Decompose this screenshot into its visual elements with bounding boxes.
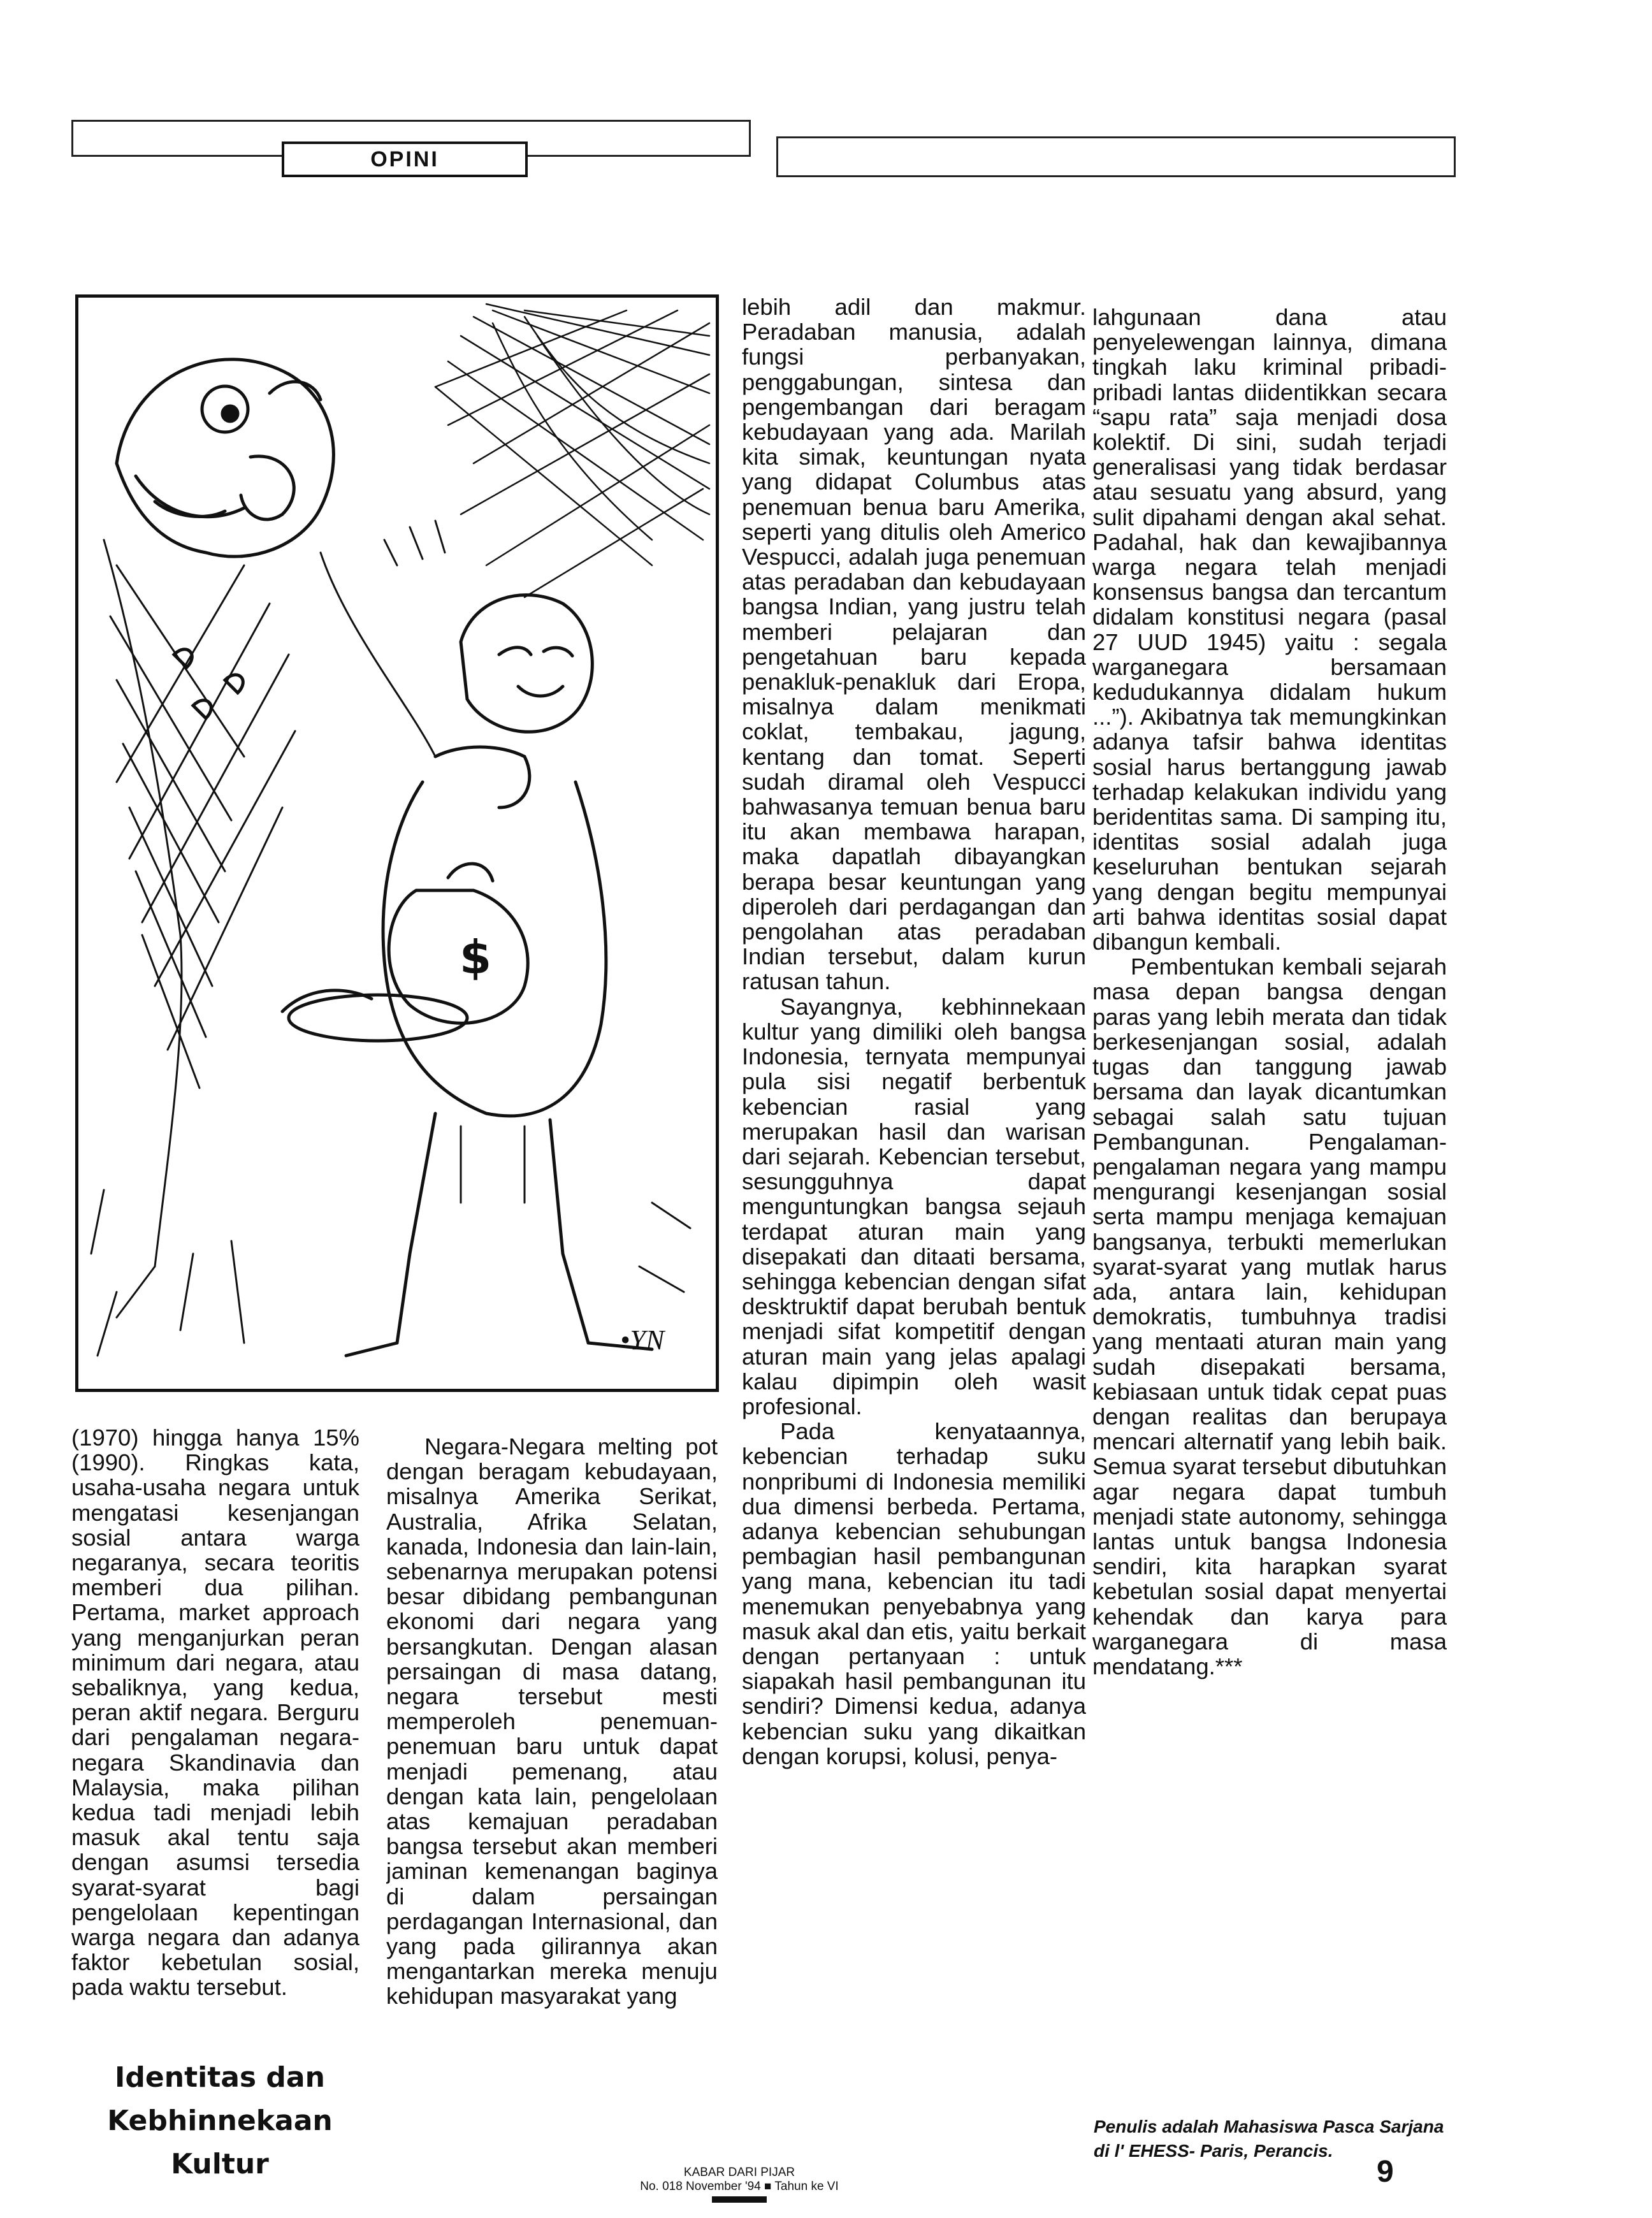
issue-info: No. 018 November '94 ■ Tahun ke VI xyxy=(640,2180,839,2193)
big-head xyxy=(117,359,333,556)
column-3 xyxy=(742,294,1086,2130)
paragraph: lebih adil dan makmur. Peradaban manusia, adalah fungsi perbanyakan, penggabungan, sintesa dan pengembangan dari beragam kebudayaan yang ada. Marilah kita simak, keuntungan nyata yang didapat Columbus atas penemuan benua baru Amerika, seperti yang ditulis oleh Americo Vespucci, adalah juga penemuan atas peradaban dan kebudayaan bangsa Indian, yang justru telah memberi pelajaran dan pengetahuan baru kepada penakluk-penakluk dari Eropa, misalnya dalam menikmati coklat, tembakau, jagung, kentang dan tomat. Seperti sudah diramal oleh Vespucci bahwasanya temuan benua baru itu akan membawa harapan, maka dapatlah dibayangkan berapa besar keuntungan yang diperoleh dari perdagangan dan pengolahan atas peradaban Indian tersebut, dalam kurun ratusan tahun. xyxy=(742,294,1086,995)
crosshatch-shading xyxy=(435,304,709,597)
column-2 xyxy=(386,1434,718,2122)
page-number: 9 xyxy=(1377,2155,1394,2189)
column-4 xyxy=(1092,305,1447,2089)
author-note: Penulis adalah Mahasiswa Pasca Sarjana di l' EHESS- Paris, Perancis. xyxy=(1094,2117,1444,2161)
paragraph: Pembentukan kembali sejarah masa depan bangsa dengan paras yang lebih merata dan tidak berkesenjangan sosial, adalah tugas dan tanggung jawab bersama dan layak dicantumkan sebagai salah satu tujuan Pembangunan. Pengalaman-pengalaman negara yang mampu mengurangi kesenjangan sosial serta mampu menjaga kemajuan bangsanya, terbukti memerlukan syarat-syarat yang mutlak harus ada, antara lain, kehidupan demokratis, tumbuhnya tradisi yang mentaati aturan main yang sudah disepakati bersama, kebiasaan untuk tidak cepat puas dengan realitas dan berupaya mencari alternatif yang lebih baik. Semua syarat tersebut dibutuhkan agar negara dapat tumbuh menjadi state autonomy, sehingga lantas untuk bangsa Indonesia sendiri, kita harapkan syarat kebetulan sosial dapat menyertai kehendak dan karya para warganegara di masa mendatang.*** xyxy=(1092,953,1447,1679)
paragraph: Negara-Negara melting pot dengan beragam kebudayaan, misalnya Amerika Serikat, Australia, Afrika Selatan, kanada, Indonesia dan lain-lain, sebenarnya merupakan potensi besar dibidang pembangunan ekonomi dari negara yang bersangkutan. Dengan alasan persaingan di masa datang, negara tersebut mesti memperoleh penemuan-penemuan baru untuk dapat menjadi pemenang, atau dengan kata lain, pengelolaan atas kemajuan peradaban bangsa tersebut akan memberi jaminan kemenangan baginya di dalam persaingan perdagangan Internasional, dan yang pada gilirannya akan mengantarkan mereka menuju kehidupan masyarakat yang xyxy=(386,1434,718,2010)
footer-bar xyxy=(712,2196,767,2203)
column-1 xyxy=(71,1425,359,2062)
page-footer xyxy=(599,2166,880,2203)
svg-text:$: $ xyxy=(460,931,492,984)
section-label: OPINI xyxy=(282,141,528,177)
money-bag xyxy=(389,864,528,1023)
editorial-cartoon xyxy=(75,294,719,1392)
big-figure-body xyxy=(104,540,435,1343)
magazine-name: KABAR DARI PIJAR xyxy=(683,2166,795,2179)
paragraph: lahgunaan dana atau penyelewengan lainnya, dimana tingkah laku kriminal pribadi-pribadi lantas diidentikkan secara “sapu rata” saja menjadi dosa kolektif. Di sini, sudah terjadi generalisasi yang tidak berdasar atau sesuatu yang absurd, yang sulit dipahami dengan akal sehat. Padahal, hak dan kewajibannya warga negara telah menjadi konsensus bangsa dan tercantum didalam konstitusi negara (pasal 27 UUD 1945) yaitu : segala warganegara bersamaan kedudukannya didalam hukum ...”). Akibatnya tak memungkinkan adanya tafsir bahwa identitas sosial harus bertanggung jawab terhadap kelakukan individu yang beridentitas sama. Di samping itu, identitas sosial adalah juga keseluruhan bentukan sejarah yang dengan begitu mempunyai arti bahwa identitas sosial dapat dibangun kembali. xyxy=(1092,305,1447,955)
section-subheading: Identitas dan Kebhinnekaan Kultur xyxy=(107,2061,333,2180)
small-figure-body xyxy=(383,782,606,1116)
cartoon-signature: •YN xyxy=(620,1324,665,1356)
paragraph: (1970) hingga hanya 15% (1990). Ringkas kata, usaha-usaha negara untuk mengatasi kesenjangan sosial antara warga negaranya, secara teoritis memberi dua pilihan. Pertama, market approach yang menganjurkan peran minimum dari negara, atau sebaliknya, yang kedua, peran aktif negara. Berguru dari pengalaman negara-negara Skandinavia dan Malaysia, maka pilihan kedua tadi menjadi lebih masuk akal tentu saja dengan asumsi tersedia syarat-syarat bagi pengelolaan kepentingan warga negara dan adanya faktor kebetulan sosial, pada waktu tersebut. xyxy=(71,1425,359,2001)
small-head xyxy=(461,595,592,732)
cartoon-drawing xyxy=(78,298,716,1389)
header-rule-right xyxy=(776,136,1456,177)
paragraph: Pada kenyataannya, kebencian terhadap suku nonpribumi di Indonesia memiliki dua dimensi berbeda. Pertama, adanya kebencian sehubungan pembagian hasil pembangunan yang mana, kebencian itu tadi menemukan penyebabnya yang masuk akal dan etis, yaitu berkait dengan pertanyaan : untuk siapakah hasil pembangunan itu sendiri? Dimensi kedua, adanya kebencian suku yang dikaitkan dengan korupsi, kolusi, penya- xyxy=(742,1418,1086,1769)
paragraph: Sayangnya, kebhinnekaan kultur yang dimiliki oleh bangsa Indonesia, ternyata mempunyai pula sisi negatif berbentuk kebencian rasial yang merupakan hasil dan warisan dari sejarah. Kebencian tersebut, sesungguhnya dapat menguntungkan bangsa sejauh terdapat aturan main yang disepakati dan ditaati bersama, sehingga kebencian dengan sifat desktruktif dapat berubah bentuk menjadi sifat kompetitif dengan aturan main yang jelas apalagi kalau dipimpin oleh wasit profesional. xyxy=(742,993,1086,1419)
